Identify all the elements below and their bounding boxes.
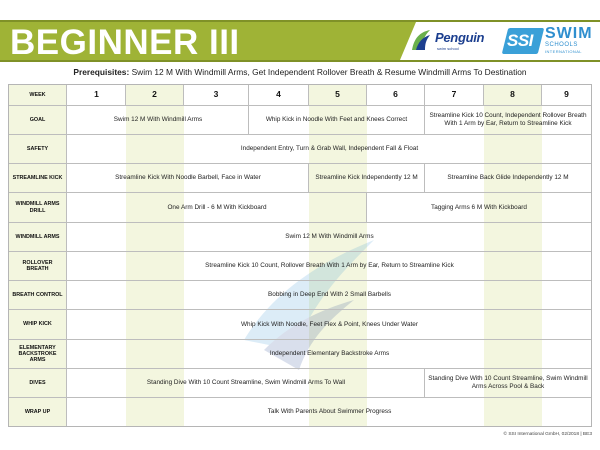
table-cell: Whip Kick in Noodle With Feet and Knees Correct bbox=[249, 106, 425, 134]
table-cell: Talk With Parents About Swimmer Progress bbox=[267, 408, 392, 416]
prerequisites-text: Swim 12 M With Windmill Arms, Get Independent Rollover Breath & Resume Windmill Arms To Destination bbox=[131, 67, 527, 77]
table-cell: Bobbing in Deep End With 2 Small Barbells bbox=[268, 291, 391, 299]
row-wrap-up bbox=[9, 398, 591, 426]
table-cell: Tagging Arms 6 M With Kickboard bbox=[431, 203, 527, 211]
table-cell: Streamline Kick 10 Count, Independent Rollover Breath With 1 Arm by Ear, Return to Streamline Kick bbox=[429, 112, 587, 127]
row-label: WINDMILL ARMS DRILL bbox=[9, 193, 67, 222]
table-cell: Independent Entry, Turn & Grab Wall, Independent Fall & Float bbox=[240, 145, 419, 153]
table-cell: Standing Dive With 10 Count Streamline, Swim Windmill Arms Across Pool & Back bbox=[428, 375, 588, 390]
row-label: GOAL bbox=[9, 106, 67, 134]
row-label: ELEMENTARY BACKSTROKE ARMS bbox=[9, 340, 67, 368]
penguin-logo bbox=[408, 27, 498, 57]
ssi-logo bbox=[505, 26, 597, 58]
row-elementary-backstroke-arms bbox=[9, 340, 591, 369]
week-row bbox=[9, 85, 591, 106]
table-cell: Streamline Back Glide Independently 12 M bbox=[447, 174, 569, 182]
row-label: WRAP UP bbox=[9, 398, 67, 426]
row-windmill-arms-drill bbox=[9, 193, 591, 223]
row-label: ROLLOVER BREATH bbox=[9, 252, 67, 280]
prerequisites bbox=[0, 67, 600, 77]
row-label: WHIP KICK bbox=[9, 310, 67, 339]
week-cell: 8 bbox=[484, 85, 542, 105]
week-cell: 7 bbox=[425, 85, 484, 105]
penguin-brand-name: Penguin bbox=[435, 30, 485, 45]
row-dives bbox=[9, 369, 591, 398]
week-cell: 3 bbox=[184, 85, 249, 105]
ssi-word-international: INTERNATIONAL bbox=[545, 49, 582, 54]
row-windmill-arms bbox=[9, 223, 591, 252]
table-cell: Streamline Kick Independently 12 M bbox=[309, 164, 425, 192]
row-streamline-kick bbox=[9, 164, 591, 193]
penguin-icon bbox=[408, 28, 434, 54]
row-rollover-breath bbox=[9, 252, 591, 281]
week-cell: 5 bbox=[309, 85, 367, 105]
page-title: BEGINNER III bbox=[10, 23, 240, 62]
week-cell: 1 bbox=[68, 85, 126, 105]
week-cell: 2 bbox=[126, 85, 184, 105]
row-label: STREAMLINE KICK bbox=[9, 164, 67, 192]
table-cell: One Arm Drill - 6 M With Kickboard bbox=[68, 193, 367, 222]
table-cell: Independent Elementary Backstroke Arms bbox=[269, 350, 390, 358]
row-breath-control bbox=[9, 281, 591, 310]
prerequisites-label: Prerequisites: bbox=[73, 67, 130, 77]
copyright-footer: © SSI International GmbH, 02/2018 | BE3 bbox=[503, 432, 592, 437]
week-label: WEEK bbox=[9, 85, 67, 105]
ssi-word-schools: SCHOOLS bbox=[545, 42, 578, 48]
table-cell: Swim 12 M With Windmill Arms bbox=[285, 233, 374, 241]
lesson-plan-table bbox=[8, 84, 592, 427]
row-label: SAFETY bbox=[9, 135, 67, 163]
ssi-badge bbox=[502, 28, 544, 54]
row-whip-kick bbox=[9, 310, 591, 340]
row-label: BREATH CONTROL bbox=[9, 281, 67, 309]
week-cell: 4 bbox=[249, 85, 309, 105]
week-cell: 6 bbox=[367, 85, 425, 105]
table-cell: Standing Dive With 10 Count Streamline, Swim Windmill Arms To Wall bbox=[68, 369, 425, 397]
week-cell: 9 bbox=[564, 89, 569, 100]
row-safety bbox=[9, 135, 591, 164]
penguin-brand-sub: swim school bbox=[437, 46, 459, 51]
ssi-word-swim: SWIM bbox=[545, 25, 593, 42]
ssi-badge-text: SSI bbox=[507, 31, 533, 50]
table-cell: Whip Kick With Noodle, Feet Flex & Point, Knees Under Water bbox=[241, 320, 418, 328]
table-cell: Streamline Kick With Noodle Barbell, Face in Water bbox=[68, 164, 309, 192]
table-cell: Streamline Kick 10 Count, Rollover Breath With 1 Arm by Ear, Return to Streamline Kick bbox=[205, 262, 454, 270]
row-label: WINDMILL ARMS bbox=[9, 223, 67, 251]
row-goal bbox=[9, 106, 591, 135]
row-label: DIVES bbox=[9, 369, 67, 397]
table-cell: Swim 12 M With Windmill Arms bbox=[68, 106, 249, 134]
